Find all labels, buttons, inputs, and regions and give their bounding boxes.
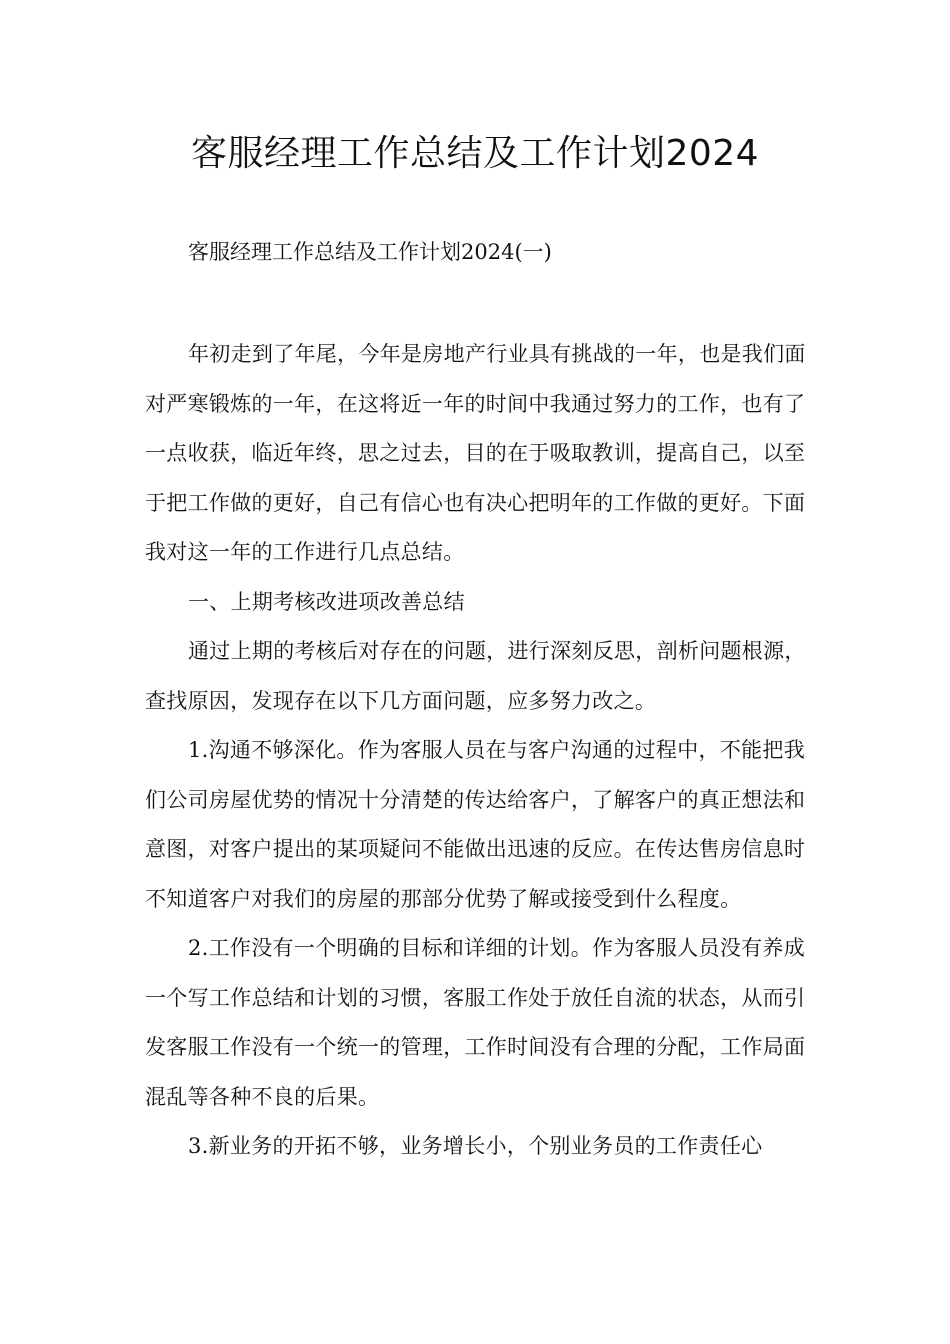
document-title: 客服经理工作总结及工作计划2024 bbox=[190, 133, 760, 174]
document-body bbox=[145, 330, 825, 1172]
paragraph-intro: 年初走到了年尾，今年是房地产行业具有挑战的一年，也是我们面对严寒锻炼的一年，在这将近一年的时间中我通过努力的工作，也有了一点收获，临近年终，思之过去，目的在于吸取教训，提高自己，以至于把工作做的更好，自己有信心也有决心把明年的工作做的更好。下面我对这一年的工作进行几点总结。 bbox=[145, 342, 806, 564]
paragraph-item-1: 1.沟通不够深化。作为客服人员在与客户沟通的过程中，不能把我们公司房屋优势的情况十分清楚的传达给客户，了解客户的真正想法和意图，对客户提出的某项疑问不能做出迅速的反应。在传达售房信息时不知道客户对我们的房屋的那部分优势了解或接受到什么程度。 bbox=[145, 738, 806, 911]
paragraph-item-2: 2.工作没有一个明确的目标和详细的计划。作为客服人员没有养成一个写工作总结和计划的习惯，客服工作处于放任自流的状态，从而引发客服工作没有一个统一的管理，工作时间没有合理的分配，工作局面混乱等各种不良的后果。 bbox=[145, 936, 806, 1109]
document-subtitle: 客服经理工作总结及工作计划2024(一) bbox=[188, 240, 552, 264]
paragraph-item-3: 3.新业务的开拓不够，业务增长小，个别业务员的工作责任心 bbox=[188, 1134, 763, 1158]
section-heading: 一、上期考核改进项改善总结 bbox=[188, 589, 465, 614]
paragraph-problems: 通过上期的考核后对存在的问题，进行深刻反思，剖析问题根源，查找原因，发现存在以下几方面问题，应多努力改之。 bbox=[145, 639, 806, 713]
